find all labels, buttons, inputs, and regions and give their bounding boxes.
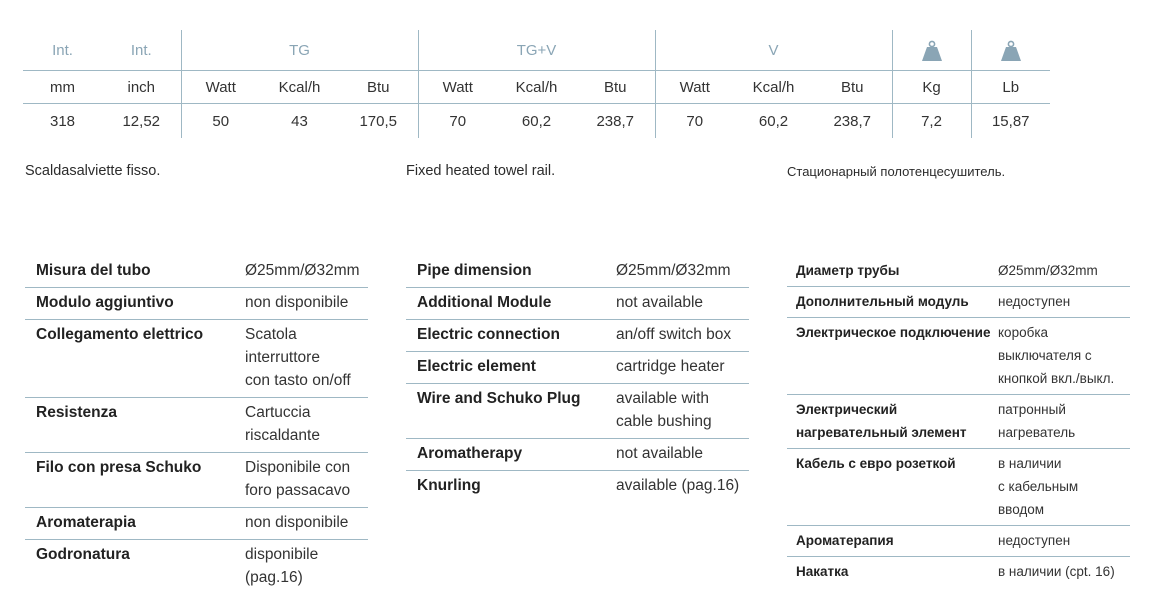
- feature-label: Filo con presa Schuko: [36, 459, 202, 476]
- feature-value-line: вводом: [998, 502, 1045, 517]
- value-cell: 12,52: [122, 112, 161, 130]
- unit-cell: Kcal/h: [260, 71, 339, 104]
- feature-value-line: Ø25mm/Ø32mm: [245, 262, 360, 279]
- feature-value-line: недоступен: [998, 533, 1071, 548]
- feature-value-line: в наличии (срt. 16): [998, 564, 1115, 579]
- features-table-ru: [787, 256, 1130, 587]
- feature-value-line: кнопкой вкл./выкл.: [998, 371, 1115, 386]
- feature-label: Additional Module: [417, 294, 552, 311]
- feature-label: Collegamento elettrico: [36, 326, 204, 343]
- feature-value: [245, 320, 368, 398]
- feature-label-line: Накатка: [796, 564, 849, 579]
- feature-row: [406, 471, 749, 503]
- feature-value-line: not available: [616, 294, 704, 311]
- feature-label: Godronatura: [36, 546, 130, 563]
- feature-row: [406, 352, 749, 384]
- feature-label: Knurling: [417, 477, 481, 494]
- feature-label: [787, 526, 998, 557]
- description-en: Fixed heated towel rail.: [406, 163, 556, 179]
- feature-label: [787, 318, 998, 395]
- weight-icon: [921, 40, 943, 62]
- feature-label-line: Кабель с евро розеткой: [796, 456, 956, 471]
- value-cell: 7,2: [892, 104, 971, 139]
- spec-units-row: [23, 71, 1050, 104]
- feature-value-line: Ø25mm/Ø32mm: [998, 263, 1098, 278]
- feature-label-line: Электрическое подключение: [796, 325, 991, 340]
- feature-row: [25, 540, 368, 595]
- description-ru: Стационарный полотенцесушитель.: [787, 164, 1006, 179]
- feature-label-line: Ароматерапия: [796, 533, 894, 548]
- feature-value-line: в наличии: [998, 456, 1062, 471]
- unit-cell: inch: [102, 71, 181, 104]
- feature-row: [787, 287, 1130, 318]
- header-v: V: [655, 30, 892, 71]
- feature-row: [25, 256, 368, 288]
- feature-row: [406, 256, 749, 288]
- feature-label: Resistenza: [36, 404, 117, 421]
- spec-values-row: [23, 104, 1050, 139]
- feature-row: [25, 453, 368, 508]
- value-cell: 60,2: [521, 112, 552, 130]
- feature-label-line: нагревательный элемент: [796, 425, 967, 440]
- feature-row: [787, 395, 1130, 449]
- feature-value-line: non disponibile: [245, 514, 349, 531]
- unit-cell: Lb: [971, 71, 1050, 104]
- feature-value-line: Ø25mm/Ø32mm: [616, 262, 731, 279]
- feature-value-line: патронный: [998, 402, 1066, 417]
- value-cell: 70: [418, 104, 497, 139]
- feature-row: [787, 557, 1130, 588]
- header-int-inch: Int.: [130, 41, 152, 59]
- feature-row: [787, 449, 1130, 526]
- spec-header-row: [23, 30, 1050, 71]
- feature-label-line: Дополнительный модуль: [796, 294, 969, 309]
- value-cell: 238,7: [833, 112, 872, 130]
- feature-label: Aromatherapy: [417, 445, 523, 462]
- feature-value-line: Scatola interruttore: [245, 326, 320, 366]
- feature-label: [787, 287, 998, 318]
- spec-table: [23, 30, 1050, 138]
- feature-value: [245, 256, 368, 288]
- unit-cell: Btu: [576, 71, 655, 104]
- unit-cell: Watt: [181, 71, 260, 104]
- feature-row: [406, 384, 749, 439]
- unit-cell: Watt: [418, 71, 497, 104]
- unit-cell: Kg: [892, 71, 971, 104]
- unit-cell: mm: [23, 71, 102, 104]
- feature-value-line: Disponibile con: [245, 459, 351, 476]
- feature-value: [245, 508, 368, 540]
- feature-row: [25, 398, 368, 453]
- feature-label: [787, 557, 998, 588]
- feature-value-line: an/off switch box: [616, 326, 732, 343]
- value-cell: 70: [655, 104, 734, 139]
- feature-row: [25, 508, 368, 540]
- feature-value: [998, 395, 1130, 449]
- header-weight-kg: [892, 30, 971, 71]
- feature-value: [245, 398, 368, 453]
- feature-value: [998, 557, 1130, 588]
- unit-cell: Kcal/h: [497, 71, 576, 104]
- feature-label: Pipe dimension: [417, 262, 532, 279]
- feature-row: [25, 320, 368, 398]
- feature-value: [245, 453, 368, 508]
- feature-value: [998, 449, 1130, 526]
- unit-cell: Watt: [655, 71, 734, 104]
- feature-label-line: Электрический: [796, 402, 898, 417]
- feature-value: [616, 256, 749, 288]
- feature-row: [787, 526, 1130, 557]
- feature-value: [998, 256, 1130, 287]
- feature-value: [616, 288, 749, 320]
- feature-label: Aromaterapia: [36, 514, 136, 531]
- feature-row: [787, 318, 1130, 395]
- value-cell: 60,2: [758, 112, 789, 130]
- feature-row: [406, 320, 749, 352]
- feature-label: Wire and Schuko Plug: [417, 390, 581, 407]
- unit-cell: Btu: [339, 71, 418, 104]
- feature-label-line: Диаметр трубы: [796, 263, 900, 278]
- feature-value-line: foro passacavo: [245, 482, 351, 499]
- description-it: Scaldasalviette fisso.: [25, 163, 161, 179]
- feature-value: [616, 471, 749, 503]
- feature-row: [406, 439, 749, 471]
- feature-value-line: с кабельным: [998, 479, 1079, 494]
- feature-value-line: недоступен: [998, 294, 1071, 309]
- features-table-it: [25, 256, 368, 594]
- feature-row: [25, 288, 368, 320]
- feature-value: [616, 320, 749, 352]
- feature-value-line: Cartuccia: [245, 404, 311, 421]
- value-cell: 15,87: [971, 104, 1050, 139]
- feature-value-line: коробка: [998, 325, 1049, 340]
- feature-value-line: выключателя с: [998, 348, 1092, 363]
- feature-value-line: con tasto on/off: [245, 372, 351, 389]
- feature-row: [406, 288, 749, 320]
- feature-row: [787, 256, 1130, 287]
- feature-value-line: not available: [616, 445, 704, 462]
- feature-label: Misura del tubo: [36, 262, 151, 279]
- feature-value: [245, 288, 368, 320]
- feature-label: Modulo aggiuntivo: [36, 294, 174, 311]
- feature-label: Electric element: [417, 358, 536, 375]
- feature-label: Electric connection: [417, 326, 560, 343]
- header-weight-lb: [971, 30, 1050, 71]
- value-cell: 50: [181, 104, 260, 139]
- feature-value: [998, 287, 1130, 318]
- feature-value: [245, 540, 368, 595]
- feature-label: [787, 395, 998, 449]
- feature-value: [616, 352, 749, 384]
- feature-value-line: cable bushing: [616, 413, 712, 430]
- feature-value-line: cartridge heater: [616, 358, 725, 375]
- feature-value-line: disponibile (pag.16): [245, 546, 319, 586]
- feature-value: [998, 318, 1130, 395]
- header-int-mm: Int.: [52, 41, 73, 59]
- weight-icon: [1000, 40, 1022, 62]
- header-tg: TG: [181, 30, 418, 71]
- feature-value-line: riscaldante: [245, 427, 320, 444]
- value-cell: 43: [291, 112, 308, 130]
- value-cell: 318: [49, 112, 76, 130]
- header-tg-v: TG+V: [418, 30, 655, 71]
- feature-value-line: нагреватель: [998, 425, 1076, 440]
- unit-cell: Kcal/h: [734, 71, 813, 104]
- feature-value: [998, 526, 1130, 557]
- feature-label: [787, 449, 998, 526]
- feature-value-line: non disponibile: [245, 294, 349, 311]
- unit-cell: Btu: [813, 71, 892, 104]
- features-table-en: [406, 256, 749, 502]
- feature-value: [616, 384, 749, 439]
- value-cell: 170,5: [359, 112, 398, 130]
- feature-label: [787, 256, 998, 287]
- feature-value-line: available with: [616, 390, 710, 407]
- feature-value-line: available (pag.16): [616, 477, 740, 494]
- value-cell: 238,7: [596, 112, 635, 130]
- feature-value: [616, 439, 749, 471]
